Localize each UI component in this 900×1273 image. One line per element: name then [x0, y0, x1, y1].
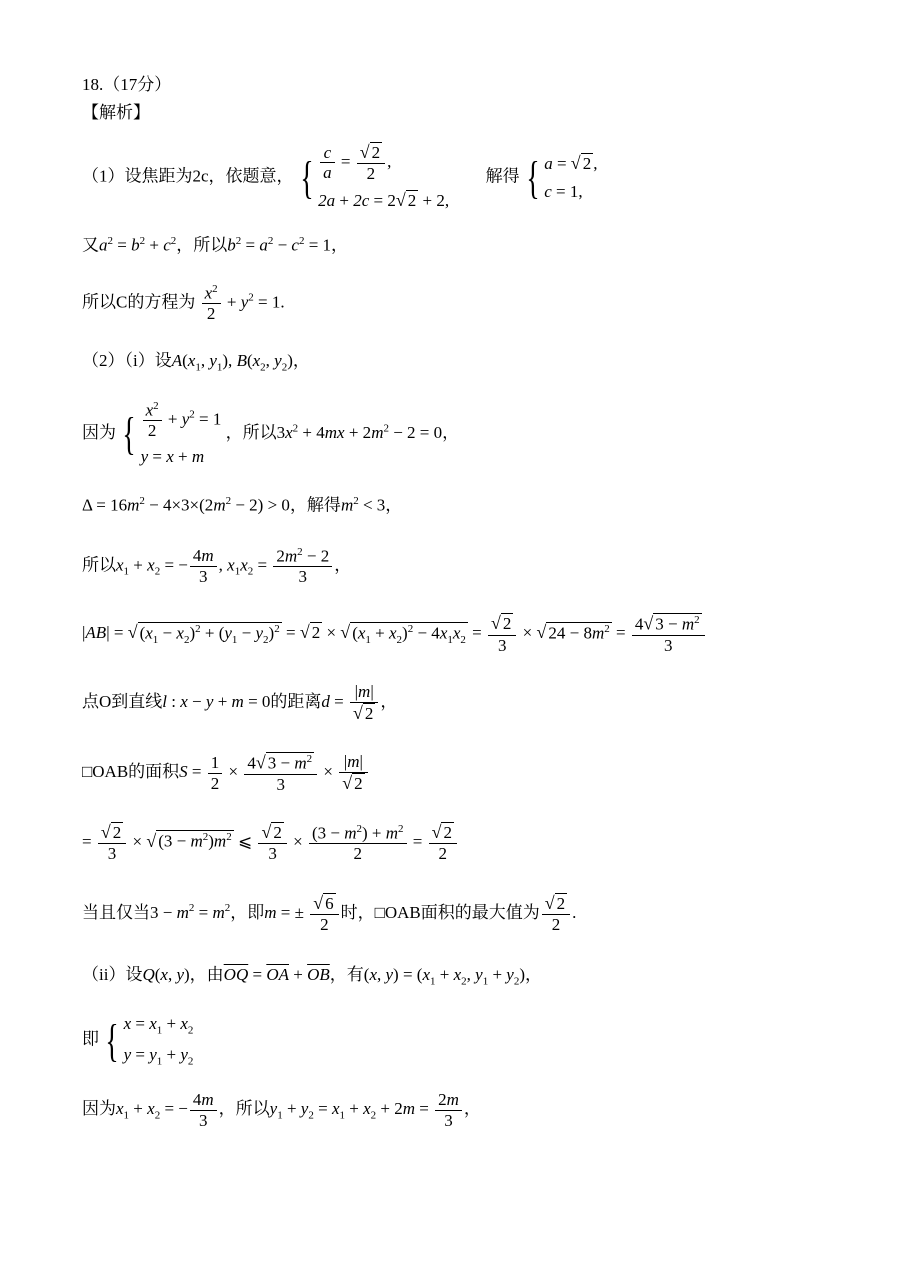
part2-discriminant: $\Delta = 16m^2 - 4\times 3\times(2m^2 - 2) > 0$，解得$m^2 < 3$， — [82, 495, 403, 515]
part2-chord-length: |AB| = √ $(x_1 - x_2)^2 + (y_1 - y_2)^2$ = √ 2 × √ $(x_1 + x_2)^2 - 4x_1x_2$ = $\frac{√ 2}{3}$ × √ $24 - 8m^2$ = $\frac{4√ 3 - m^2}{3}$ — [82, 613, 707, 656]
analysis-heading: 【解析】 — [82, 103, 150, 122]
part2ii-sum: 因为$x_1 + x_2$ = − $\frac{4m}{3}$ ，所以$y_1 + y_2 = x_1 + x_2 + 2m$ = $\frac{2m}{3}$ ， — [82, 1090, 481, 1130]
part2-vieta: 所以$x_1 + x_2$ = − $\frac{4m}{3}$ , $x_1x_2$ = $\frac{2m^2 - 2}{3}$ ， — [82, 546, 352, 587]
part2-system: 因为 { $\frac{x^2}{2}$ + $y^2 = 1$ y = x + m ，所以$3x^2 + 4mx + 2m^2 - 2 = 0$， — [82, 400, 460, 466]
part1-equation: 所以C的方程为 $\frac{x^2}{2}$ + $y^2 = 1$. — [82, 283, 285, 324]
part1-b-squared: 又$a^2 = b^2 + c^2$，所以$b^2 = a^2 - c^2 = 1$， — [82, 235, 349, 255]
part2-area-bound: = $\frac{√ 2}{3}$ × √ $(3 - m^2)m^2$ ⩽ $\frac{√ 2}{3}$ × $\frac{(3 - m^2) + m^2}{2}$ = $\frac{√ 2}{2}$ — [82, 822, 459, 864]
part2-setup: （2）（i）设$A(x_1$, $y_1$), $B(x_2$, $y_2$)， — [82, 351, 310, 374]
part1-given: （1）设焦距为2c，依题意， { $\frac{c}{a}$ = $\frac{√ 2}{2}$ , 2a + 2c = 2√ 2 + 2, 解得 { a = √ 2 , c = 1, — [82, 142, 598, 210]
part2ii-system: 即 { $x = x_1 + x_2$ $y = y_1 + y_2$ — [82, 1014, 194, 1068]
part2-area: □OAB的面积S = $\frac{1}{2}$ × $\frac{4√ 3 - m^2}{3}$ × $\frac{|m|}{√ 2}$ — [82, 752, 370, 795]
problem-number: 18.（17分） — [82, 75, 172, 94]
part2ii-setup: （ii）设Q(x, y)，由$\overline{OQ} = \overline{OA} + \overline{OB}$，有(x, $y) = (x_1 + x_2$, $y_1 + y_2$)， — [82, 965, 542, 988]
part2-distance: 点O到直线l : x − y + m = 0的距离d = $\frac{|m|}{√ 2}$ ， — [82, 682, 398, 723]
part2-equality: 当且仅当$3 - m^2 = m^2$，即m = ± $\frac{√ 6}{2}$ 时，□OAB面积的最大值为 $\frac{√ 2}{2}$ . — [82, 893, 577, 935]
